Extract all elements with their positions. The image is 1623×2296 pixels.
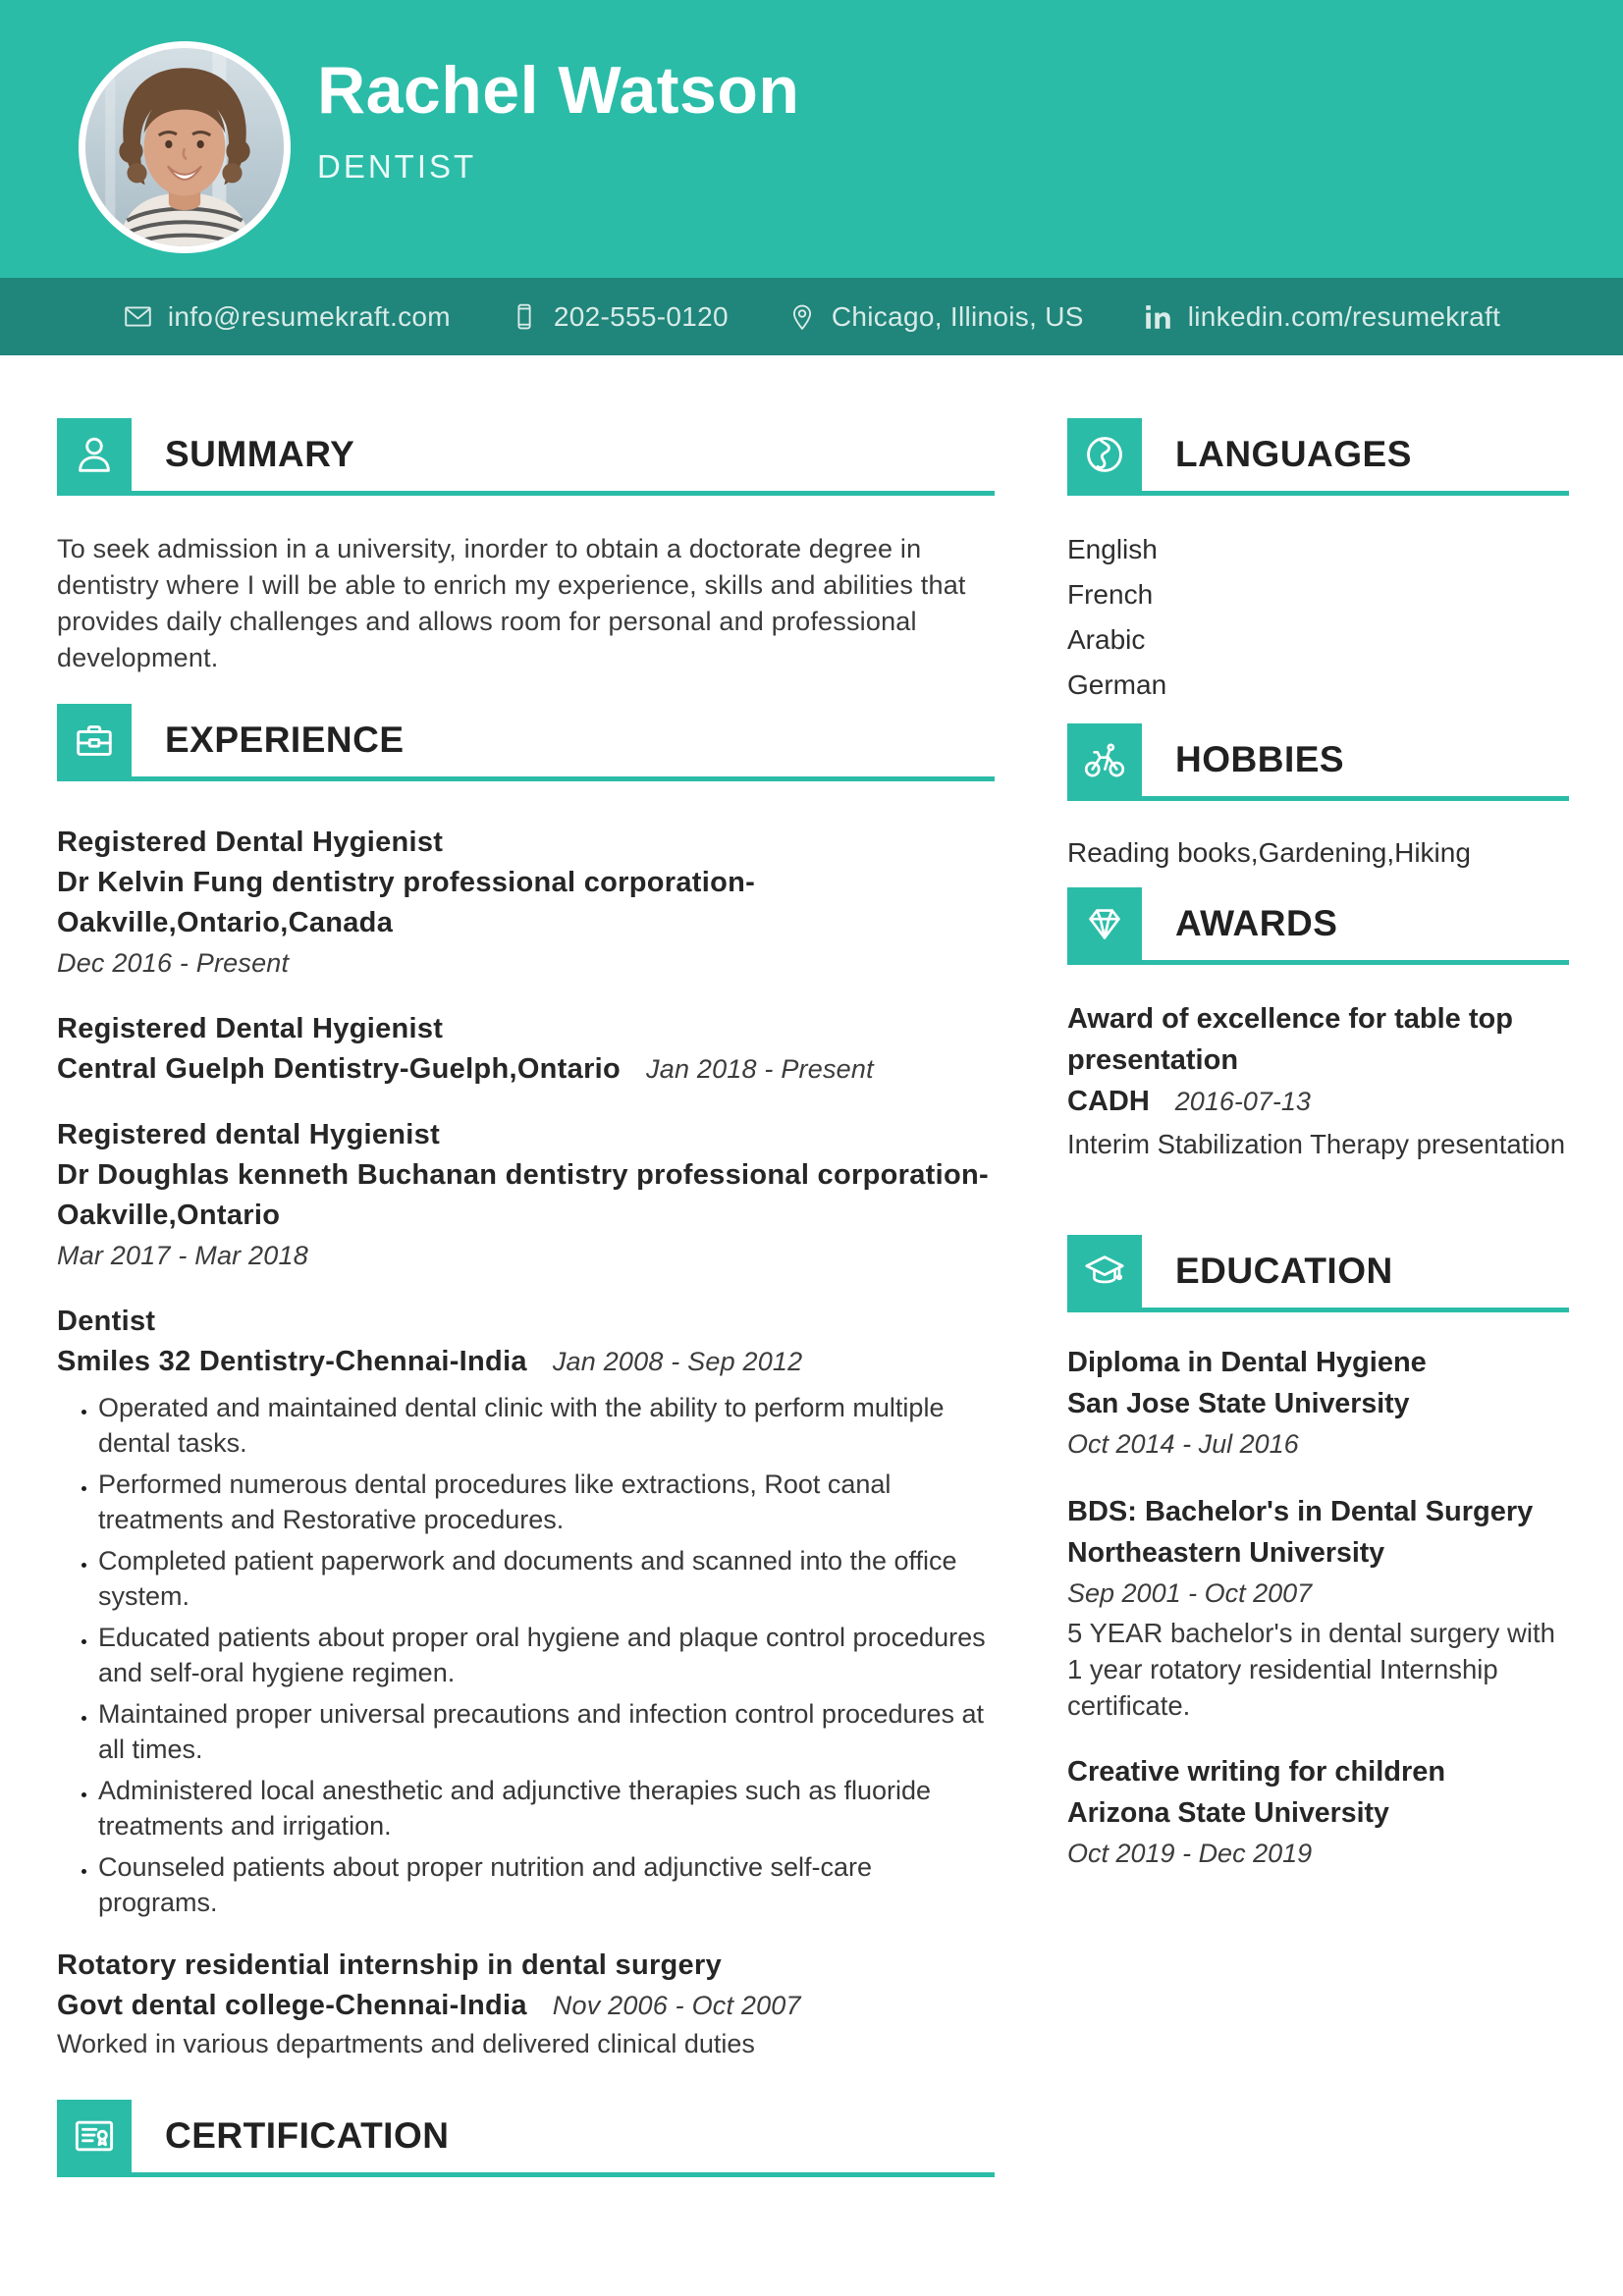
person-icon (57, 418, 132, 491)
duty-item: • Counseled patients about proper nutrition and adjunctive self-care programs. (98, 1849, 995, 1920)
degree-name: Creative writing for children (1067, 1756, 1446, 1788)
degree-description: 5 YEAR bachelor's in dental surgery with 1 year rotatory residential Internship certificate. (1067, 1618, 1555, 1721)
contact-email-text: info@resumekraft.com (167, 300, 451, 332)
school-name: Northeastern University (1067, 1537, 1385, 1569)
contact-phone-text: 202-555-0120 (553, 300, 729, 332)
contact-location (787, 300, 1084, 334)
languages-section (1067, 418, 1569, 708)
date-range: Mar 2017 - Mar 2018 (57, 1241, 308, 1270)
language-item: English (1067, 534, 1158, 564)
date-range: Jan 2008 - Sep 2012 (552, 1347, 803, 1376)
avatar-illustration (85, 48, 284, 246)
experience-entry (57, 1115, 995, 1276)
award-description: Interim Stabilization Therapy presentation (1067, 1129, 1565, 1159)
hobbies-section (1067, 723, 1569, 872)
contact-linkedin-text: linkedin.com/resumekraft (1187, 300, 1501, 332)
language-item: French (1067, 579, 1154, 610)
diamond-icon (1067, 887, 1142, 960)
experience-entry (57, 1946, 995, 2062)
org-name: Smiles 32 Dentistry-Chennai-India (57, 1346, 527, 1377)
profile-photo (79, 41, 291, 253)
school-name: San Jose State University (1067, 1388, 1410, 1419)
education-entry (1067, 1751, 1569, 1873)
role-title: Rotatory residential internship in dental surgery (57, 1949, 722, 1981)
date-range: Dec 2016 - Present (57, 948, 290, 978)
education-title: EDUCATION (1175, 1251, 1393, 1291)
date-range: Jan 2018 - Present (646, 1054, 874, 1084)
contact-linkedin[interactable] (1143, 301, 1500, 333)
certification-title: CERTIFICATION (165, 2115, 450, 2156)
languages-title: LANGUAGES (1175, 434, 1412, 474)
award-org: CADH (1067, 1086, 1150, 1117)
content (0, 355, 1623, 2177)
language-item: Arabic (1067, 624, 1146, 655)
duty-item: • Operated and maintained dental clinic with the ability to perform multiple dental tasks. (98, 1390, 995, 1461)
date-range: Nov 2006 - Oct 2007 (552, 1991, 801, 2020)
header (0, 0, 1623, 278)
summary-title: SUMMARY (165, 434, 355, 474)
summary-text: To seek admission in a university, inorder to obtain a doctorate degree in dentistry where I will be able to enrich my experience, skills and abilities that provides daily challenges and allows room for personal and professional development. (57, 534, 966, 672)
awards-section (1067, 887, 1569, 1162)
role-title: Dentist (57, 1306, 156, 1337)
map-pin-icon (787, 300, 817, 334)
right-column (1067, 418, 1569, 2177)
duties-list (57, 1390, 995, 1920)
school-name: Arizona State University (1067, 1797, 1389, 1829)
contact-phone (510, 300, 729, 333)
graduation-cap-icon (1067, 1235, 1142, 1308)
awards-section-header (1067, 887, 1569, 965)
education-entry (1067, 1491, 1569, 1724)
person-job-title: DENTIST (317, 148, 477, 185)
hobbies-text: Reading books,Gardening,Hiking (1067, 837, 1471, 868)
person-name: Rachel Watson (317, 53, 800, 128)
hobbies-section-header (1067, 723, 1569, 801)
duty-item: • Performed numerous dental procedures like extractions, Root canal treatments and Restorative procedures. (98, 1467, 995, 1537)
contact-bar (0, 278, 1623, 355)
degree-name: Diploma in Dental Hygiene (1067, 1347, 1427, 1378)
awards-title: AWARDS (1175, 903, 1338, 943)
org-name: Central Guelph Dentistry-Guelph,Ontario (57, 1053, 622, 1085)
envelope-icon (123, 301, 153, 332)
duty-item: • Educated patients about proper oral hygiene and plaque control procedures and self-oral hygiene regimen. (98, 1620, 995, 1690)
education-section-header (1067, 1235, 1569, 1312)
languages-list (1067, 527, 1569, 708)
linkedin-icon (1143, 301, 1173, 332)
education-entry (1067, 1342, 1569, 1464)
role-title: Registered Dental Hygienist (57, 827, 444, 858)
duty-item: • Administered local anesthetic and adjunctive therapies such as fluoride treatments and irrigation. (98, 1773, 995, 1843)
hobbies-title: HOBBIES (1175, 739, 1345, 779)
education-section (1067, 1235, 1569, 1873)
degree-name: BDS: Bachelor's in Dental Surgery (1067, 1496, 1534, 1527)
role-title: Registered dental Hygienist (57, 1119, 441, 1150)
date-range: Oct 2019 - Dec 2019 (1067, 1839, 1313, 1868)
experience-title: EXPERIENCE (165, 720, 405, 760)
summary-section (57, 418, 995, 676)
org-name: Govt dental college-Chennai-India (57, 1990, 527, 2021)
left-column (57, 418, 995, 2177)
date-range: Sep 2001 - Oct 2007 (1067, 1578, 1313, 1608)
award-date: 2016-07-13 (1174, 1087, 1311, 1116)
org-name: Dr Doughlas kenneth Buchanan dentistry professional corporation-Oakville,Ontario (57, 1159, 989, 1231)
header-identity (317, 55, 799, 187)
award-name: Award of excellence for table top presentation (1067, 1003, 1513, 1076)
briefcase-icon (57, 704, 132, 776)
bicycle-icon (1067, 723, 1142, 796)
role-title: Registered Dental Hygienist (57, 1013, 444, 1044)
org-name: Dr Kelvin Fung dentistry professional corporation-Oakville,Ontario,Canada (57, 867, 756, 938)
languages-section-header (1067, 418, 1569, 496)
contact-location-text: Chicago, Illinois, US (831, 300, 1084, 332)
summary-section-header (57, 418, 995, 496)
certificate-icon (57, 2100, 132, 2172)
smartphone-icon (510, 300, 539, 333)
certification-section-header (57, 2100, 995, 2177)
language-item: German (1067, 669, 1167, 700)
globe-icon (1067, 418, 1142, 491)
date-range: Oct 2014 - Jul 2016 (1067, 1429, 1299, 1459)
experience-section-header (57, 704, 995, 781)
role-description: Worked in various departments and delivered clinical duties (57, 2029, 755, 2058)
certification-section (57, 2100, 995, 2177)
duty-item: • Maintained proper universal precautions and infection control procedures at all times. (98, 1696, 995, 1767)
duty-item: • Completed patient paperwork and documents and scanned into the office system. (98, 1543, 995, 1614)
experience-entry (57, 1009, 995, 1090)
experience-section (57, 704, 995, 2062)
experience-entry (57, 1302, 995, 1920)
experience-entry (57, 823, 995, 984)
award-entry (1067, 998, 1569, 1162)
contact-email[interactable] (123, 301, 451, 333)
